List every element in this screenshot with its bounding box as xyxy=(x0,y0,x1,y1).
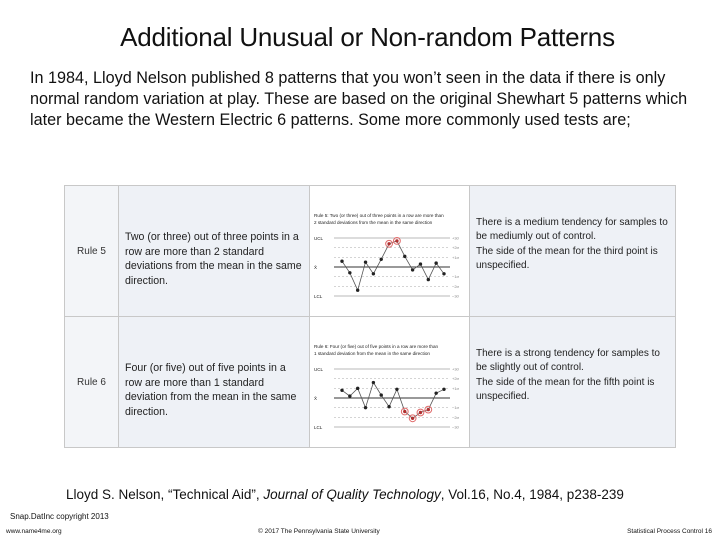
data-point xyxy=(419,411,422,414)
chart-caption: Rule 6: Four (or five) out of five points in a row are more than xyxy=(314,344,439,349)
chart-caption: 2 standard deviations from the mean in the same direction xyxy=(314,220,433,225)
sigma-label: +3σ xyxy=(452,235,460,241)
control-chart xyxy=(310,317,470,447)
sigma-label: −3σ xyxy=(452,293,460,299)
footer-copyright: © 2017 The Pennsylvania State University xyxy=(258,528,380,535)
citation-prefix: Lloyd S. Nelson, “Technical Aid”, xyxy=(66,487,264,502)
ucl-label: UCL xyxy=(314,367,324,372)
data-point xyxy=(442,272,445,275)
data-point xyxy=(403,410,406,413)
data-point xyxy=(427,278,430,281)
sigma-label: −1σ xyxy=(452,274,460,280)
ucl-label: UCL xyxy=(314,236,324,241)
data-point xyxy=(442,388,445,391)
rule-note-side: The side of the mean for the fifth point is unspecified. xyxy=(476,377,655,402)
table-row xyxy=(65,317,675,447)
chart-caption: Rule 5: Two (or three) out of three points in a row are more than xyxy=(314,213,444,218)
data-point xyxy=(411,417,414,420)
body-paragraph: In 1984, Lloyd Nelson published 8 patterns that you won’t seen in the data if there is only normal random variation at play. These are based on the original Shewhart 5 patterns which later became the Western Electric 6 patterns. Some more commonly used tests are; xyxy=(30,69,688,129)
citation-suffix: , Vol.16, No.4, 1984, p238-239 xyxy=(440,487,624,502)
data-point xyxy=(372,272,375,275)
footer-page-number: Statistical Process Control 16 xyxy=(627,528,712,535)
mean-label: X̄ xyxy=(314,396,318,401)
rule-note-tendency: There is a strong tendency for samples to be slightly out of control. xyxy=(476,348,660,373)
rule-chart-cell xyxy=(310,317,470,447)
footer-website: www.name4me.org xyxy=(6,528,62,535)
data-point xyxy=(356,387,359,390)
sigma-label: −3σ xyxy=(452,424,460,430)
sigma-label: +3σ xyxy=(452,366,460,372)
data-point xyxy=(387,242,390,245)
data-point xyxy=(434,261,437,264)
data-point xyxy=(364,406,367,409)
series-line xyxy=(342,241,444,290)
data-point xyxy=(380,393,383,396)
copyright-text: Snap.DatInc copyright 2013 xyxy=(10,512,109,521)
data-point xyxy=(356,289,359,292)
citation-journal: Journal of Quality Technology xyxy=(263,487,441,502)
data-point xyxy=(427,408,430,411)
control-chart xyxy=(310,186,470,316)
rule-name: Rule 6 xyxy=(65,317,119,447)
data-point xyxy=(348,394,351,397)
rule-note-tendency: There is a medium tendency for samples to be mediumly out of control. xyxy=(476,217,668,242)
mean-label: X̄ xyxy=(314,265,318,270)
lcl-label: LCL xyxy=(314,425,323,430)
rule-description: Four (or five) out of five points in a row are more than 1 standard deviation from the mean in the same direction. xyxy=(119,317,310,447)
lcl-label: LCL xyxy=(314,294,323,299)
data-point xyxy=(364,260,367,263)
data-point xyxy=(403,255,406,258)
rule-note xyxy=(470,317,675,447)
data-point xyxy=(340,260,343,263)
rule-chart-cell xyxy=(310,186,470,316)
rule-description: Two (or three) out of three points in a row are more than 2 standard deviations from the mean in the same direction. xyxy=(119,186,310,316)
sigma-label: +2σ xyxy=(452,376,460,382)
rules-table xyxy=(64,185,676,448)
slide-title: Additional Unusual or Non-random Patterns xyxy=(120,22,615,52)
sigma-label: +1σ xyxy=(452,385,460,391)
sigma-label: +1σ xyxy=(452,254,460,260)
data-point xyxy=(372,381,375,384)
rule-name: Rule 5 xyxy=(65,186,119,316)
chart-caption: 1 standard deviation from the mean in the same direction xyxy=(314,351,430,356)
data-point xyxy=(348,271,351,274)
data-point xyxy=(411,268,414,271)
data-point xyxy=(419,262,422,265)
sigma-label: −2σ xyxy=(452,414,460,420)
data-point xyxy=(387,405,390,408)
data-point xyxy=(395,388,398,391)
sigma-label: −2σ xyxy=(452,283,460,289)
citation xyxy=(66,487,624,502)
rule-note xyxy=(470,186,675,316)
table-row xyxy=(65,186,675,317)
data-point xyxy=(395,239,398,242)
data-point xyxy=(434,391,437,394)
data-point xyxy=(340,389,343,392)
data-point xyxy=(380,258,383,261)
rule-note-side: The side of the mean for the third point is unspecified. xyxy=(476,246,658,271)
sigma-label: −1σ xyxy=(452,405,460,411)
sigma-label: +2σ xyxy=(452,245,460,251)
